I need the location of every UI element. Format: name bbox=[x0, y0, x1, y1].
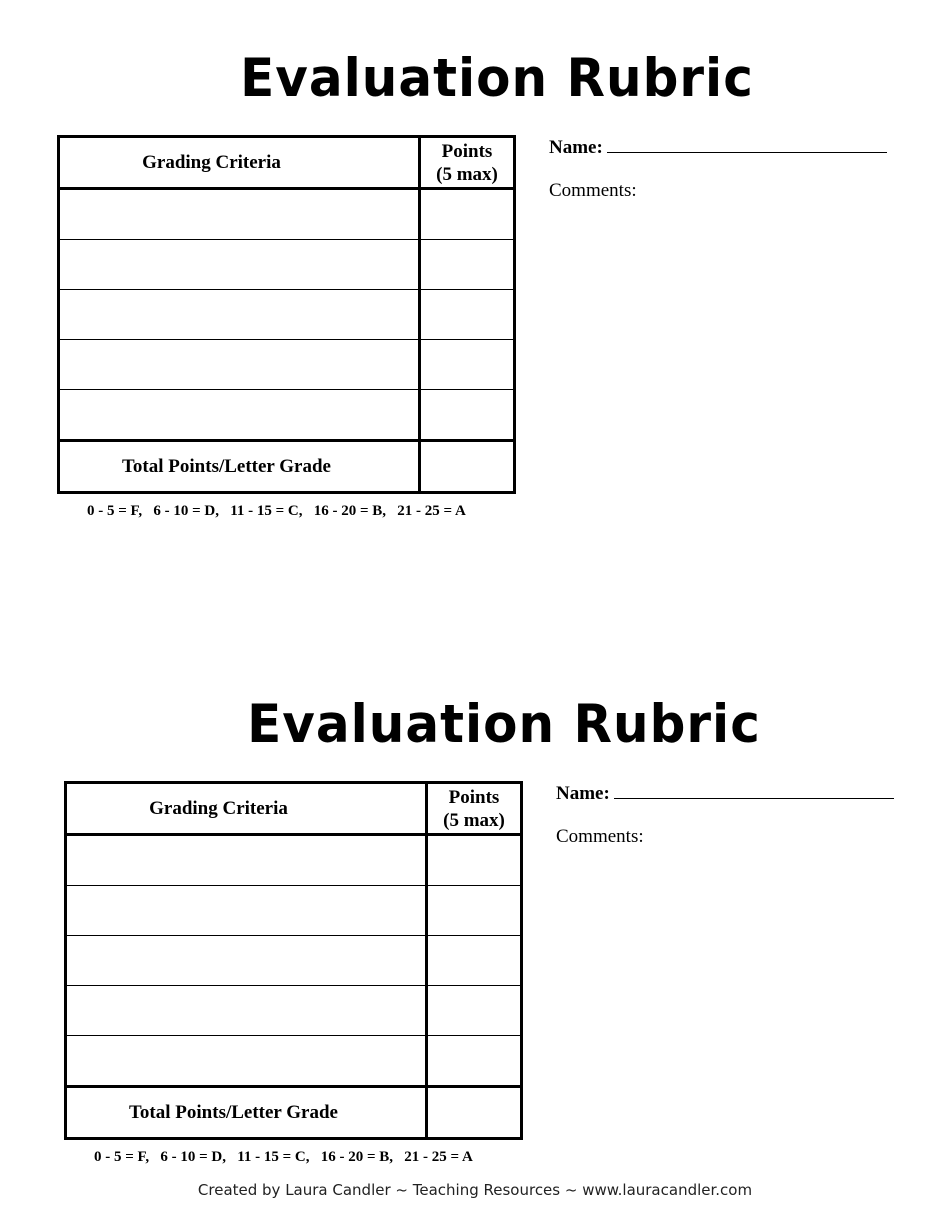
table-row bbox=[66, 936, 522, 986]
points-cell[interactable] bbox=[420, 390, 515, 441]
criteria-cell[interactable] bbox=[66, 936, 427, 986]
points-cell[interactable] bbox=[427, 936, 522, 986]
table-row bbox=[66, 835, 522, 886]
table-row bbox=[59, 290, 515, 340]
criteria-cell[interactable] bbox=[59, 340, 420, 390]
rubric-1 bbox=[57, 40, 917, 580]
page-footer: Created by Laura Candler ~ Teaching Resources ~ www.lauracandler.com bbox=[197, 1181, 753, 1199]
criteria-cell[interactable] bbox=[66, 986, 427, 1036]
table-row bbox=[59, 340, 515, 390]
name-label: Name: bbox=[549, 137, 603, 158]
points-cell[interactable] bbox=[420, 340, 515, 390]
points-cell[interactable] bbox=[427, 886, 522, 936]
criteria-cell[interactable] bbox=[66, 1036, 427, 1087]
points-header-line1: Points bbox=[441, 140, 493, 162]
criteria-header: Grading Criteria bbox=[59, 137, 420, 189]
points-cell[interactable] bbox=[427, 986, 522, 1036]
points-header-line1: Points bbox=[448, 786, 500, 808]
points-cell[interactable] bbox=[420, 290, 515, 340]
total-row bbox=[59, 441, 515, 493]
rubric-2 bbox=[64, 686, 924, 1226]
rubric-title: Evaluation Rubric bbox=[247, 693, 761, 755]
name-label: Name: bbox=[556, 783, 610, 804]
table-header-row bbox=[66, 783, 522, 835]
criteria-cell[interactable] bbox=[66, 835, 427, 886]
points-cell[interactable] bbox=[420, 189, 515, 240]
grade-scale: 0 - 5 = F, 6 - 10 = D, 11 - 15 = C, 16 - 20 = B, 21 - 25 = A bbox=[94, 1149, 473, 1165]
points-header bbox=[420, 137, 515, 189]
name-field bbox=[556, 782, 894, 805]
comments-label: Comments: bbox=[556, 826, 644, 847]
total-label: Total Points/Letter Grade bbox=[66, 1087, 427, 1139]
points-cell[interactable] bbox=[427, 1036, 522, 1087]
table-row bbox=[66, 1036, 522, 1087]
criteria-cell[interactable] bbox=[59, 189, 420, 240]
total-points-cell[interactable] bbox=[420, 441, 515, 493]
table-row bbox=[59, 189, 515, 240]
total-label: Total Points/Letter Grade bbox=[59, 441, 420, 493]
table-row bbox=[66, 886, 522, 936]
grading-table bbox=[57, 135, 516, 494]
criteria-cell[interactable] bbox=[59, 290, 420, 340]
points-cell[interactable] bbox=[420, 240, 515, 290]
criteria-header: Grading Criteria bbox=[66, 783, 427, 835]
points-cell[interactable] bbox=[427, 835, 522, 886]
grade-scale: 0 - 5 = F, 6 - 10 = D, 11 - 15 = C, 16 - 20 = B, 21 - 25 = A bbox=[87, 503, 466, 519]
criteria-cell[interactable] bbox=[66, 886, 427, 936]
criteria-cell[interactable] bbox=[59, 240, 420, 290]
total-row bbox=[66, 1087, 522, 1139]
comments-label: Comments: bbox=[549, 180, 637, 201]
name-field bbox=[549, 136, 887, 159]
table-row bbox=[59, 390, 515, 441]
table-row bbox=[66, 986, 522, 1036]
criteria-cell[interactable] bbox=[59, 390, 420, 441]
table-row bbox=[59, 240, 515, 290]
points-header-line2: (5 max) bbox=[443, 809, 505, 831]
name-blank-line[interactable] bbox=[607, 136, 887, 153]
points-header-line2: (5 max) bbox=[436, 163, 498, 185]
table-header-row bbox=[59, 137, 515, 189]
name-blank-line[interactable] bbox=[614, 782, 894, 799]
grading-table bbox=[64, 781, 523, 1140]
rubric-title: Evaluation Rubric bbox=[240, 47, 754, 109]
points-header bbox=[427, 783, 522, 835]
total-points-cell[interactable] bbox=[427, 1087, 522, 1139]
